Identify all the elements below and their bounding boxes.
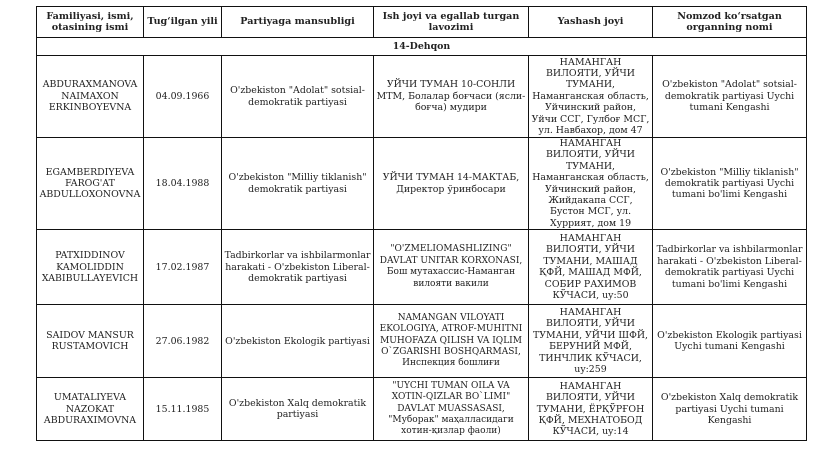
cell-residence: НАМАНГАН ВИЛОЯТИ, УЙЧИ ТУМАНИ, Наманганская область, Уйчинский район, Жийдакапа ССГ, Бустон МСГ, ул. Хуррият, дом 19 — [529, 138, 653, 230]
cell-work: УЙЧИ ТУМАН 10-СОНЛИ МТМ, Болалар боғчаси (ясли-боғча) мудири — [374, 56, 529, 138]
cell-party: O'zbekiston "Adolat" sotsial-demokratik partiyasi — [222, 56, 374, 138]
table-row — [37, 56, 807, 138]
cell-nominator: O'zbekiston "Milliy tiklanish" demokratik partiyasi Uychi tumani bo'limi Kengashi — [653, 138, 807, 230]
cell-name: EGAMBERDIYEVA FAROG'AT ABDULLOXONOVNA — [37, 138, 144, 230]
cell-birth: 04.09.1966 — [144, 56, 222, 138]
cell-work: NAMANGAN VILOYATI EKOLOGIYA, ATROF-MUHITNI MUHOFAZA QILISH VA IQLIM O`ZGARISHI BOSHQARMASI, Инспекция бошлиғи — [374, 305, 529, 378]
table-row — [37, 230, 807, 305]
header-name: Familiyasi, ismi, otasining ismi — [37, 7, 144, 38]
cell-nominator: Tadbirkorlar va ishbilarmonlar harakati - O'zbekiston Liberal-demokratik partiyasi Uychi tumani bo'limi Kengashi — [653, 230, 807, 305]
cell-nominator: O'zbekiston "Adolat" sotsial-demokratik partiyasi Uychi tumani Kengashi — [653, 56, 807, 138]
table-row — [37, 305, 807, 378]
cell-birth: 18.04.1988 — [144, 138, 222, 230]
table-header-row — [37, 7, 807, 38]
candidates-table — [36, 6, 807, 441]
cell-name: ABDURAXMANOVA NAIMAXON ERKINBOYEVNA — [37, 56, 144, 138]
cell-party: Tadbirkorlar va ishbilarmonlar harakati - O'zbekiston Liberal-demokratik partiyasi — [222, 230, 374, 305]
cell-name: PATXIDDINOV KAMOLIDDIN XABIBULLAYEVICH — [37, 230, 144, 305]
cell-nominator: O'zbekiston Ekologik partiyasi Uychi tumani Kengashi — [653, 305, 807, 378]
cell-birth: 27.06.1982 — [144, 305, 222, 378]
cell-residence: НАМАНГАН ВИЛОЯТИ, УЙЧИ ТУМАНИ, УЙЧИ ШФЙ, БЕРУНИЙ МФЙ, ТИНЧЛИК КЎЧАСИ, uy:259 — [529, 305, 653, 378]
cell-work: "UYCHI TUMAN OILA VA XOTIN-QIZLAR BO`LIMI" DAVLAT MUASSASASI, "Муборак" маҳалласидаги хотин-қизлар фаоли) — [374, 378, 529, 441]
cell-work: УЙЧИ ТУМАН 14-МАКТАБ, Директор ўринбосари — [374, 138, 529, 230]
cell-birth: 15.11.1985 — [144, 378, 222, 441]
cell-party: O'zbekiston Xalq demokratik partiyasi — [222, 378, 374, 441]
section-row — [37, 38, 807, 56]
cell-birth: 17.02.1987 — [144, 230, 222, 305]
cell-residence: НАМАНГАН ВИЛОЯТИ, УЙЧИ ТУМАНИ, ЁРҚЎРҒОН ҚФЙ, МЕХНАТОБОД КЎЧАСИ, uy:14 — [529, 378, 653, 441]
table-row — [37, 378, 807, 441]
header-residence: Yashash joyi — [529, 7, 653, 38]
section-title: 14-Dehqon — [37, 38, 807, 56]
cell-residence: НАМАНГАН ВИЛОЯТИ, УЙЧИ ТУМАНИ, Наманганская область, Уйчинский район, Уйчи ССГ, Гулбоғ МСГ, ул. Навбахор, дом 47 — [529, 56, 653, 138]
header-party: Partiyaga mansubligi — [222, 7, 374, 38]
cell-name: UMATALIYEVA NAZOKAT ABDURAXIMOVNA — [37, 378, 144, 441]
cell-name: SAIDOV MANSUR RUSTAMOVICH — [37, 305, 144, 378]
header-nominator: Nomzod ko‘rsatgan organning nomi — [653, 7, 807, 38]
cell-party: O'zbekiston Ekologik partiyasi — [222, 305, 374, 378]
cell-work: "O'ZMELIOMASHLIZING" DAVLAT UNITAR KORXONASI, Бош мутахассис-Наманган вилояти вакили — [374, 230, 529, 305]
table-row — [37, 138, 807, 230]
cell-nominator: O'zbekiston Xalq demokratik partiyasi Uychi tumani Kengashi — [653, 378, 807, 441]
header-birth: Tug‘ilgan yili — [144, 7, 222, 38]
header-work: Ish joyi va egallab turgan lavozimi — [374, 7, 529, 38]
cell-residence: НАМАНГАН ВИЛОЯТИ, УЙЧИ ТУМАНИ, МАШАД ҚФЙ, МАШАД МФЙ, СОБИР РАХИМОВ КЎЧАСИ, uy:50 — [529, 230, 653, 305]
cell-party: O'zbekiston "Milliy tiklanish" demokratik partiyasi — [222, 138, 374, 230]
